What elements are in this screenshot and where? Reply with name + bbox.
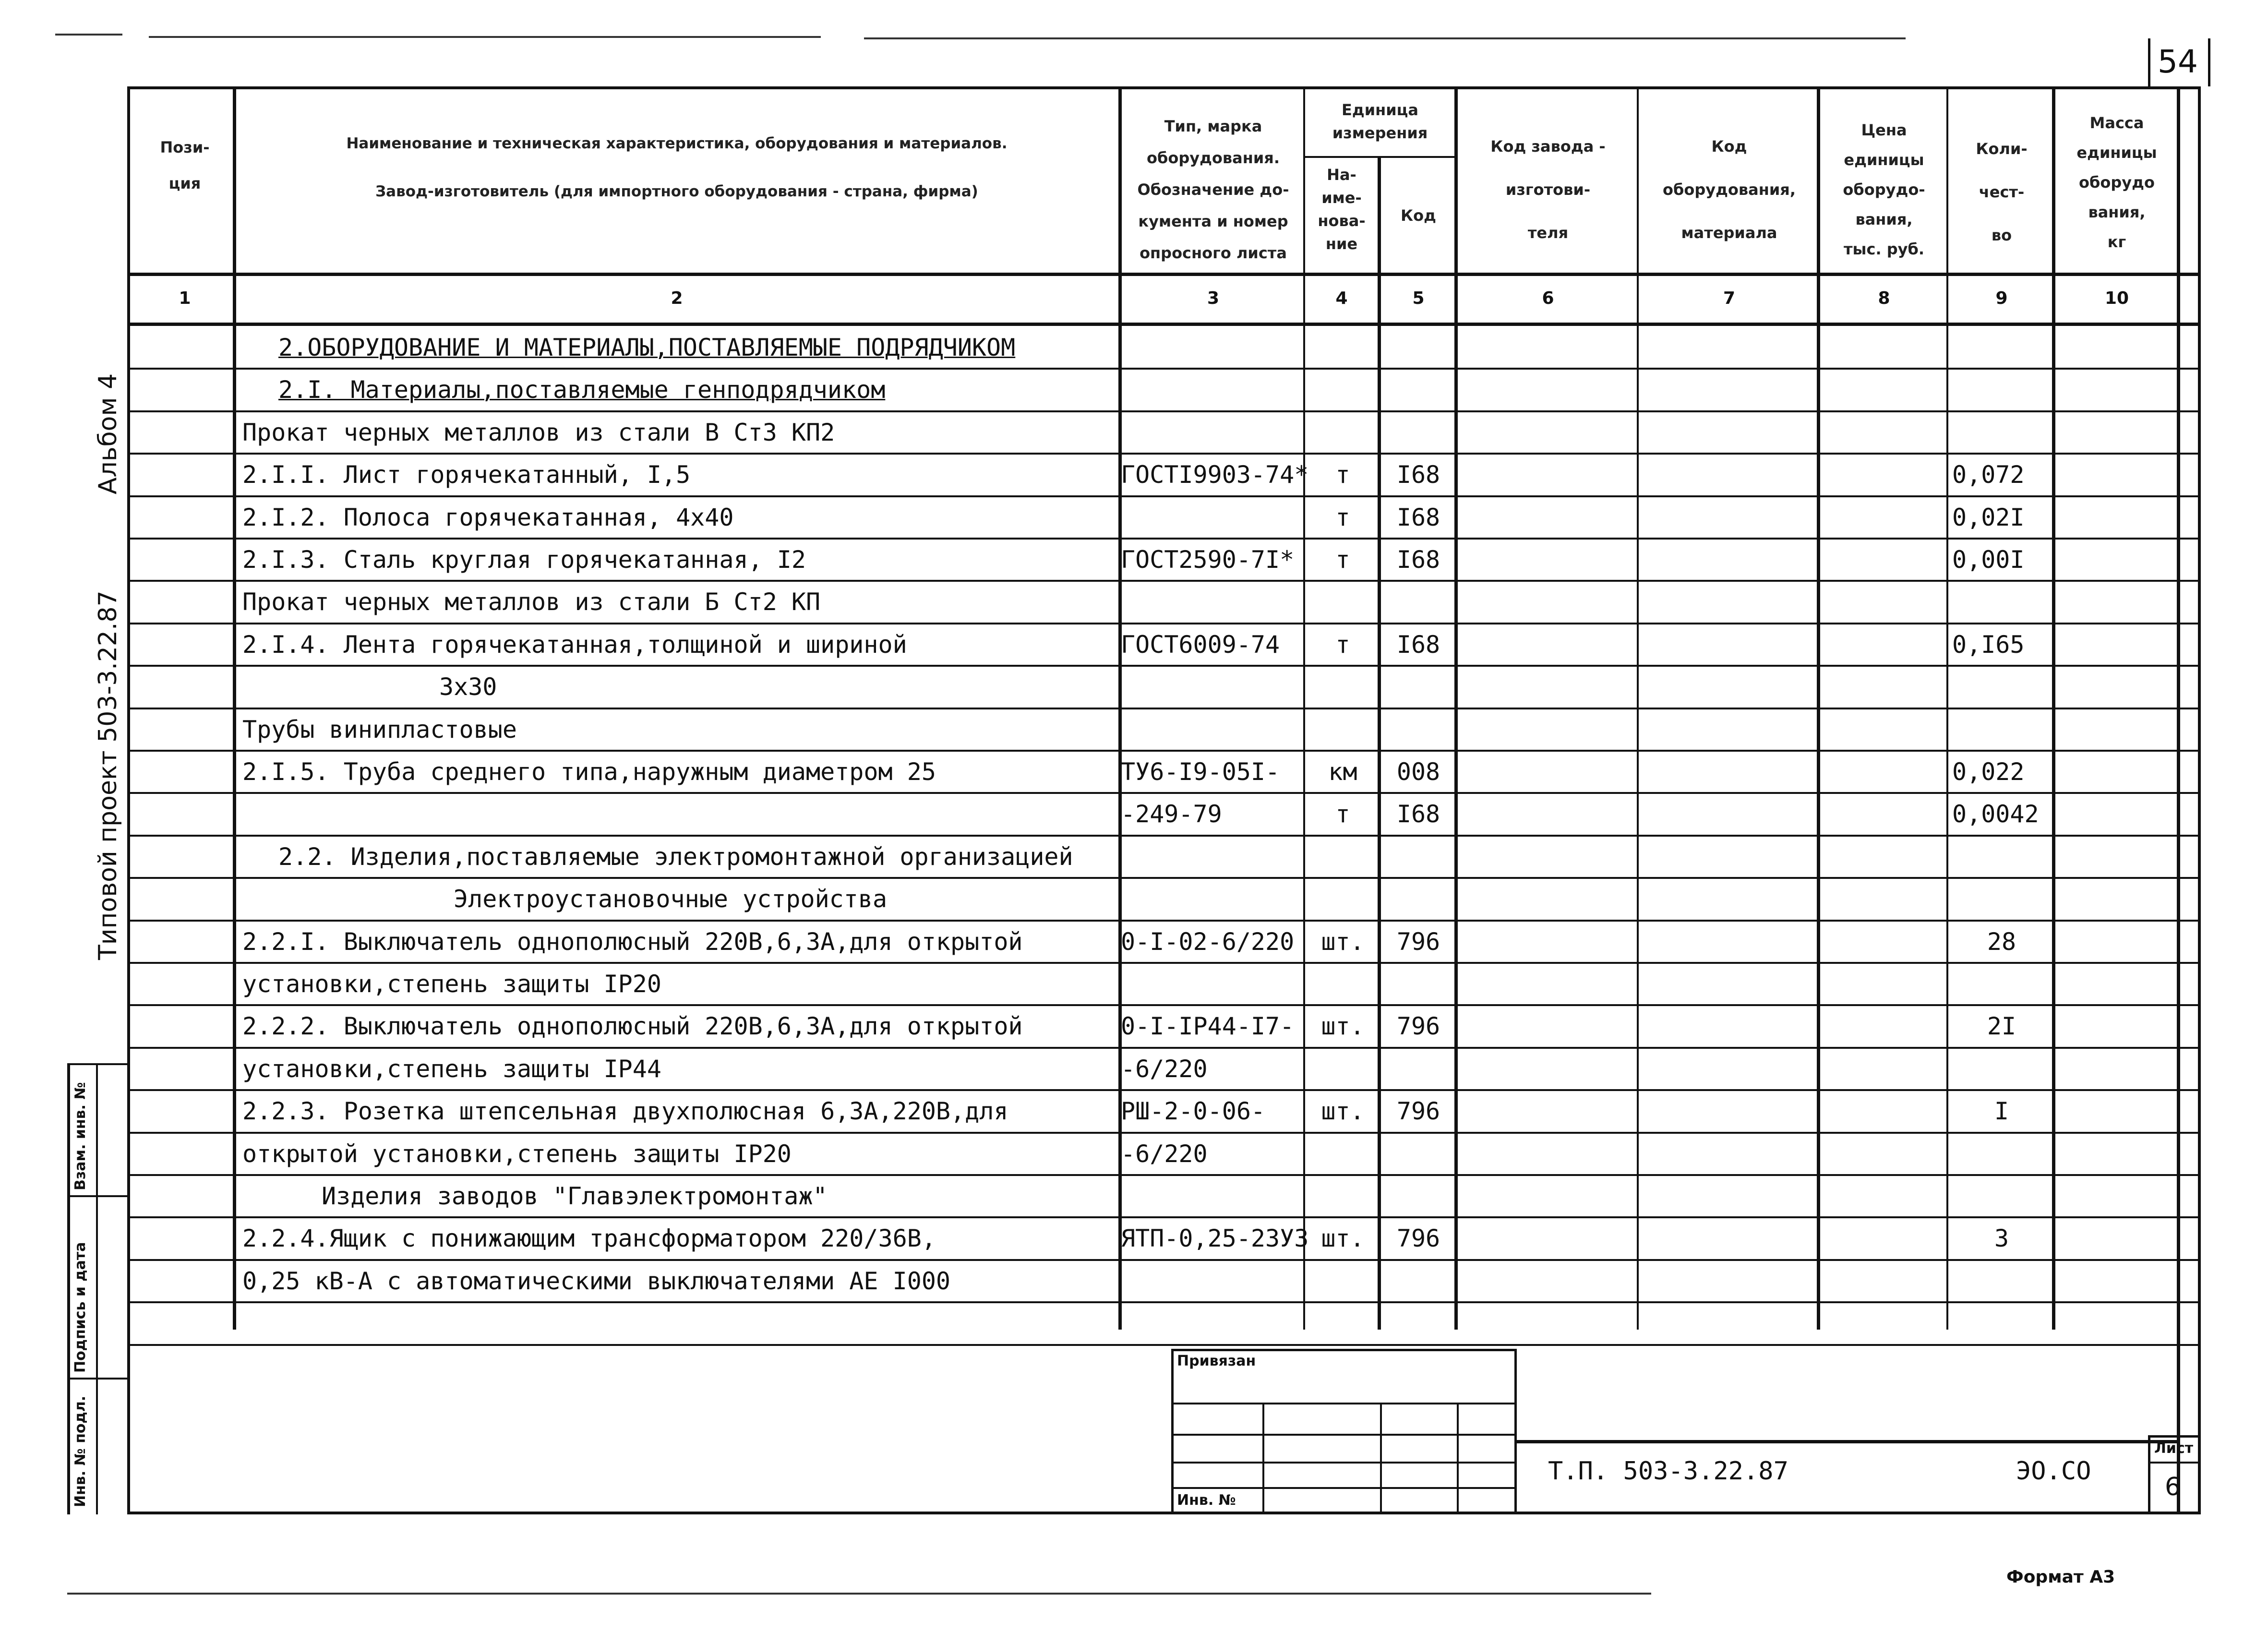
cell-unit [1308,581,1378,623]
tb-v-3 [1457,1403,1459,1514]
cell-qty: 0,022 [1952,758,2025,786]
cell-name: Изделия заводов "Главэлектромонтаж" [322,1182,828,1210]
cell-type: 0-I-02-6/220 [1121,927,1295,956]
cell-name: 0,25 кВ-А с автоматическими выключателями АЕ I000 [242,1267,951,1295]
cell-qty: I [1994,1097,2009,1126]
cell-code: 796 [1396,1224,1440,1253]
cell-code [1382,666,1454,708]
cell-qty: 0,00I [1952,546,2025,574]
inv-podl-label: Инв. № подл. [72,1395,89,1507]
cell-code: 796 [1396,1012,1440,1041]
cell-qty: 0,02I [1952,503,2025,531]
cell-qty: 0,0042 [1952,800,2039,828]
cell-qty [1951,1048,2052,1090]
cell-code [1382,411,1454,454]
cell-code: I68 [1396,503,1440,531]
cell-type: -6/220 [1121,1140,1208,1168]
cell-name: Прокат черных металлов из стали Б Ст2 КП [242,588,821,616]
top-rule-right [864,37,1906,39]
cell-code [1382,1133,1454,1175]
sheet-label: Лист [2154,1440,2194,1457]
cell-unit: т [1335,630,1350,659]
cell-name: 2.2.I. Выключатель однополюсный 220В,6,3А,для открытой [242,927,1023,956]
sheet-box-line [2148,1462,2201,1464]
col-num-6: 6 [1542,288,1554,308]
col-line-4 [1378,156,1381,1330]
cell-type: -6/220 [1121,1055,1208,1083]
cell-type: ГОСТ6009-74 [1121,630,1280,659]
header-price: Цена единицы оборудо- вания, тыс. руб. [1843,121,1925,258]
cell-unit [1308,878,1378,920]
cell-name: Трубы винипластовые [242,715,517,744]
cell-type: ГОСТ2590-7I* [1121,546,1295,574]
cell-unit [1308,1302,1378,1344]
cell-unit [1308,1048,1378,1090]
cell-name: установки,степень защиты IP20 [242,970,661,998]
cell-qty [1951,666,2052,708]
cell-type: РШ-2-0-06- [1121,1097,1266,1126]
cell-name: 2.2. Изделия,поставляемые электромонтажной организацией [278,842,1073,871]
cell-name: 2.I.5. Труба среднего типа,наружным диаметром 25 [242,758,936,786]
cell-name: 3х30 [439,673,497,701]
header-unit-code: Код [1401,206,1436,225]
stamp-inner-line [96,1063,98,1514]
tb-v-2 [1380,1403,1382,1514]
tb-line-1 [1171,1403,1517,1404]
privyazan-label: Привязан [1177,1353,1256,1369]
cell-code: 796 [1396,927,1440,956]
cell-unit: т [1335,503,1350,531]
cell-qty [1951,369,2052,411]
cell-qty [1951,1175,2052,1217]
header-factory-code: Код завода - изготови- теля [1490,137,1606,242]
cell-unit [1308,666,1378,708]
header-name: Наименование и техническая характеристика, оборудования и материалов. [346,135,1008,152]
cell-unit: шт. [1321,1097,1365,1126]
privyazan-box [1171,1349,1517,1514]
inv-vzam-label: Взам. инв. № [72,1082,89,1190]
doc-code: ЭО.СО [2016,1457,2091,1486]
cell-type: -249-79 [1121,800,1222,828]
cell-code [1382,1175,1454,1217]
cell-unit [1308,1260,1378,1302]
sheet-number: 6 [2165,1473,2181,1501]
album-label: Альбом 4 [94,373,122,494]
cell-unit [1308,411,1378,454]
cell-qty: 2I [1987,1012,2016,1041]
tb-designation-top [1517,1440,2177,1443]
colnum-bottom-line [127,323,2201,326]
tb-line-3 [1171,1462,1517,1464]
cell-qty [1951,963,2052,1005]
cell-unit [1308,963,1378,1005]
header-unit-name: На- име- нова- ние [1318,166,1366,253]
cell-name: 2.I.3. Сталь круглая горячекатанная, I2 [242,546,806,574]
cell-code [1382,1302,1454,1344]
col-line-10 [2177,86,2180,1514]
cell-type: ТУ6-I9-05I- [1121,758,1280,786]
cell-unit: шт. [1321,1012,1365,1041]
cell-name: установки,степень защиты IP44 [242,1055,661,1083]
col-num-10: 10 [2104,288,2129,308]
cell-qty: 0,I65 [1952,630,2025,659]
cell-code: 796 [1396,1097,1440,1126]
tb-line-4 [1171,1487,1517,1489]
format-label: Формат А3 [2006,1567,2115,1587]
cell-code [1382,326,1454,369]
cell-name: 2.I.4. Лента горячекатанная,толщиной и шириной [242,630,907,659]
cell-code: 008 [1396,758,1440,786]
cell-unit: т [1335,546,1350,574]
cell-type: ЯТП-0,25-23У3 [1121,1224,1309,1253]
cell-qty: 0,072 [1952,461,2025,489]
col-num-7: 7 [1723,288,1736,308]
cell-qty [1951,581,2052,623]
cell-name: 2.2.3. Розетка штепсельная двухполюсная 6,3А,220В,для [242,1097,1008,1126]
cell-code [1382,1048,1454,1090]
cell-unit [1308,369,1378,411]
cell-code: I68 [1396,630,1440,659]
top-rule [149,36,821,38]
cell-code: I68 [1396,546,1440,574]
header-unit-group: Единица измерения [1332,101,1428,142]
cell-unit: т [1335,461,1350,489]
bottom-rule [67,1593,1651,1595]
col-num-9: 9 [1995,288,2008,308]
cell-code: I68 [1396,461,1440,489]
cell-qty: 3 [1994,1224,2009,1253]
cell-unit [1308,708,1378,751]
cell-name: 2.I.2. Полоса горячекатанная, 4х40 [242,503,734,531]
cell-unit: т [1335,800,1350,828]
cell-qty: 28 [1987,927,2016,956]
cell-name: 2.2.4.Ящик с понижающим трансформатором 220/36В, [242,1224,936,1253]
cell-unit [1308,836,1378,878]
cell-code [1382,581,1454,623]
cell-name: 2.I.I. Лист горячекатанный, I,5 [242,461,691,489]
cell-code [1382,963,1454,1005]
cell-name: Электроустановочные устройства [454,885,888,913]
tb-v-1 [1262,1403,1264,1514]
cell-qty [1951,836,2052,878]
cell-code: I68 [1396,800,1440,828]
col-num-1: 1 [179,288,191,308]
cell-code [1382,836,1454,878]
col-num-2: 2 [671,288,683,308]
col-num-4: 4 [1335,288,1348,308]
cell-code [1382,878,1454,920]
page-number: 54 [2158,43,2198,80]
col-num-5: 5 [1412,288,1425,308]
designation: Т.П. 503-3.22.87 [1548,1457,1788,1486]
cell-name: 2.2.2. Выключатель однополюсный 220В,6,3А,для открытой [242,1012,1023,1041]
cell-type: ГОСТI9903-74* [1121,461,1309,489]
project-label: Типовой проект 503-3.22.87 [94,590,122,960]
col-num-8: 8 [1878,288,1890,308]
cell-qty [1951,1302,2052,1344]
cell-name: 2.ОБОРУДОВАНИЕ И МАТЕРИАЛЫ,ПОСТАВЛЯЕМЫЕ ПОДРЯДЧИКОМ [278,334,1016,361]
header-manufacturer: Завод-изготовитель (для импортного оборудования - страна, фирма) [375,183,978,200]
cell-qty [1951,878,2052,920]
cell-qty [1951,326,2052,369]
cell-unit: км [1328,758,1357,786]
cell-qty [1951,1260,2052,1302]
sign-date-label: Подпись и дата [72,1242,89,1373]
cell-code [1382,708,1454,751]
cell-unit: шт. [1321,1224,1365,1253]
cell-qty [1951,411,2052,454]
header-mass: Масса единицы оборудо вания, кг [2076,114,2157,251]
cell-unit: шт. [1321,927,1365,956]
cell-type: 0-I-IP44-I7- [1121,1012,1295,1041]
cell-code [1382,1260,1454,1302]
cell-qty [1951,708,2052,751]
col-num-3: 3 [1207,288,1220,308]
cell-name: 2.I. Материалы,поставляемые генподрядчиком [278,376,886,404]
cell-name: Прокат черных металлов из стали В Ст3 КП2 [242,418,835,446]
row-line [127,1344,2201,1346]
inv-no-label: Инв. № [1177,1492,1236,1509]
tb-line-2 [1171,1434,1517,1436]
header-position: Пози- ция [160,138,210,192]
cell-unit [1308,1175,1378,1217]
cell-unit [1308,1133,1378,1175]
top-rule-left [55,34,122,36]
header-equipment-code: Код оборудования, материала [1663,137,1796,242]
cell-code [1382,369,1454,411]
cell-name: открытой установки,степень защиты IP20 [242,1140,792,1168]
cell-unit [1308,326,1378,369]
header-type: Тип, марка оборудования. Обозначение до- кумента и номер опросного листа [1137,117,1289,262]
cell-qty [1951,1133,2052,1175]
header-quantity: Коли- чест- во [1976,140,2028,244]
